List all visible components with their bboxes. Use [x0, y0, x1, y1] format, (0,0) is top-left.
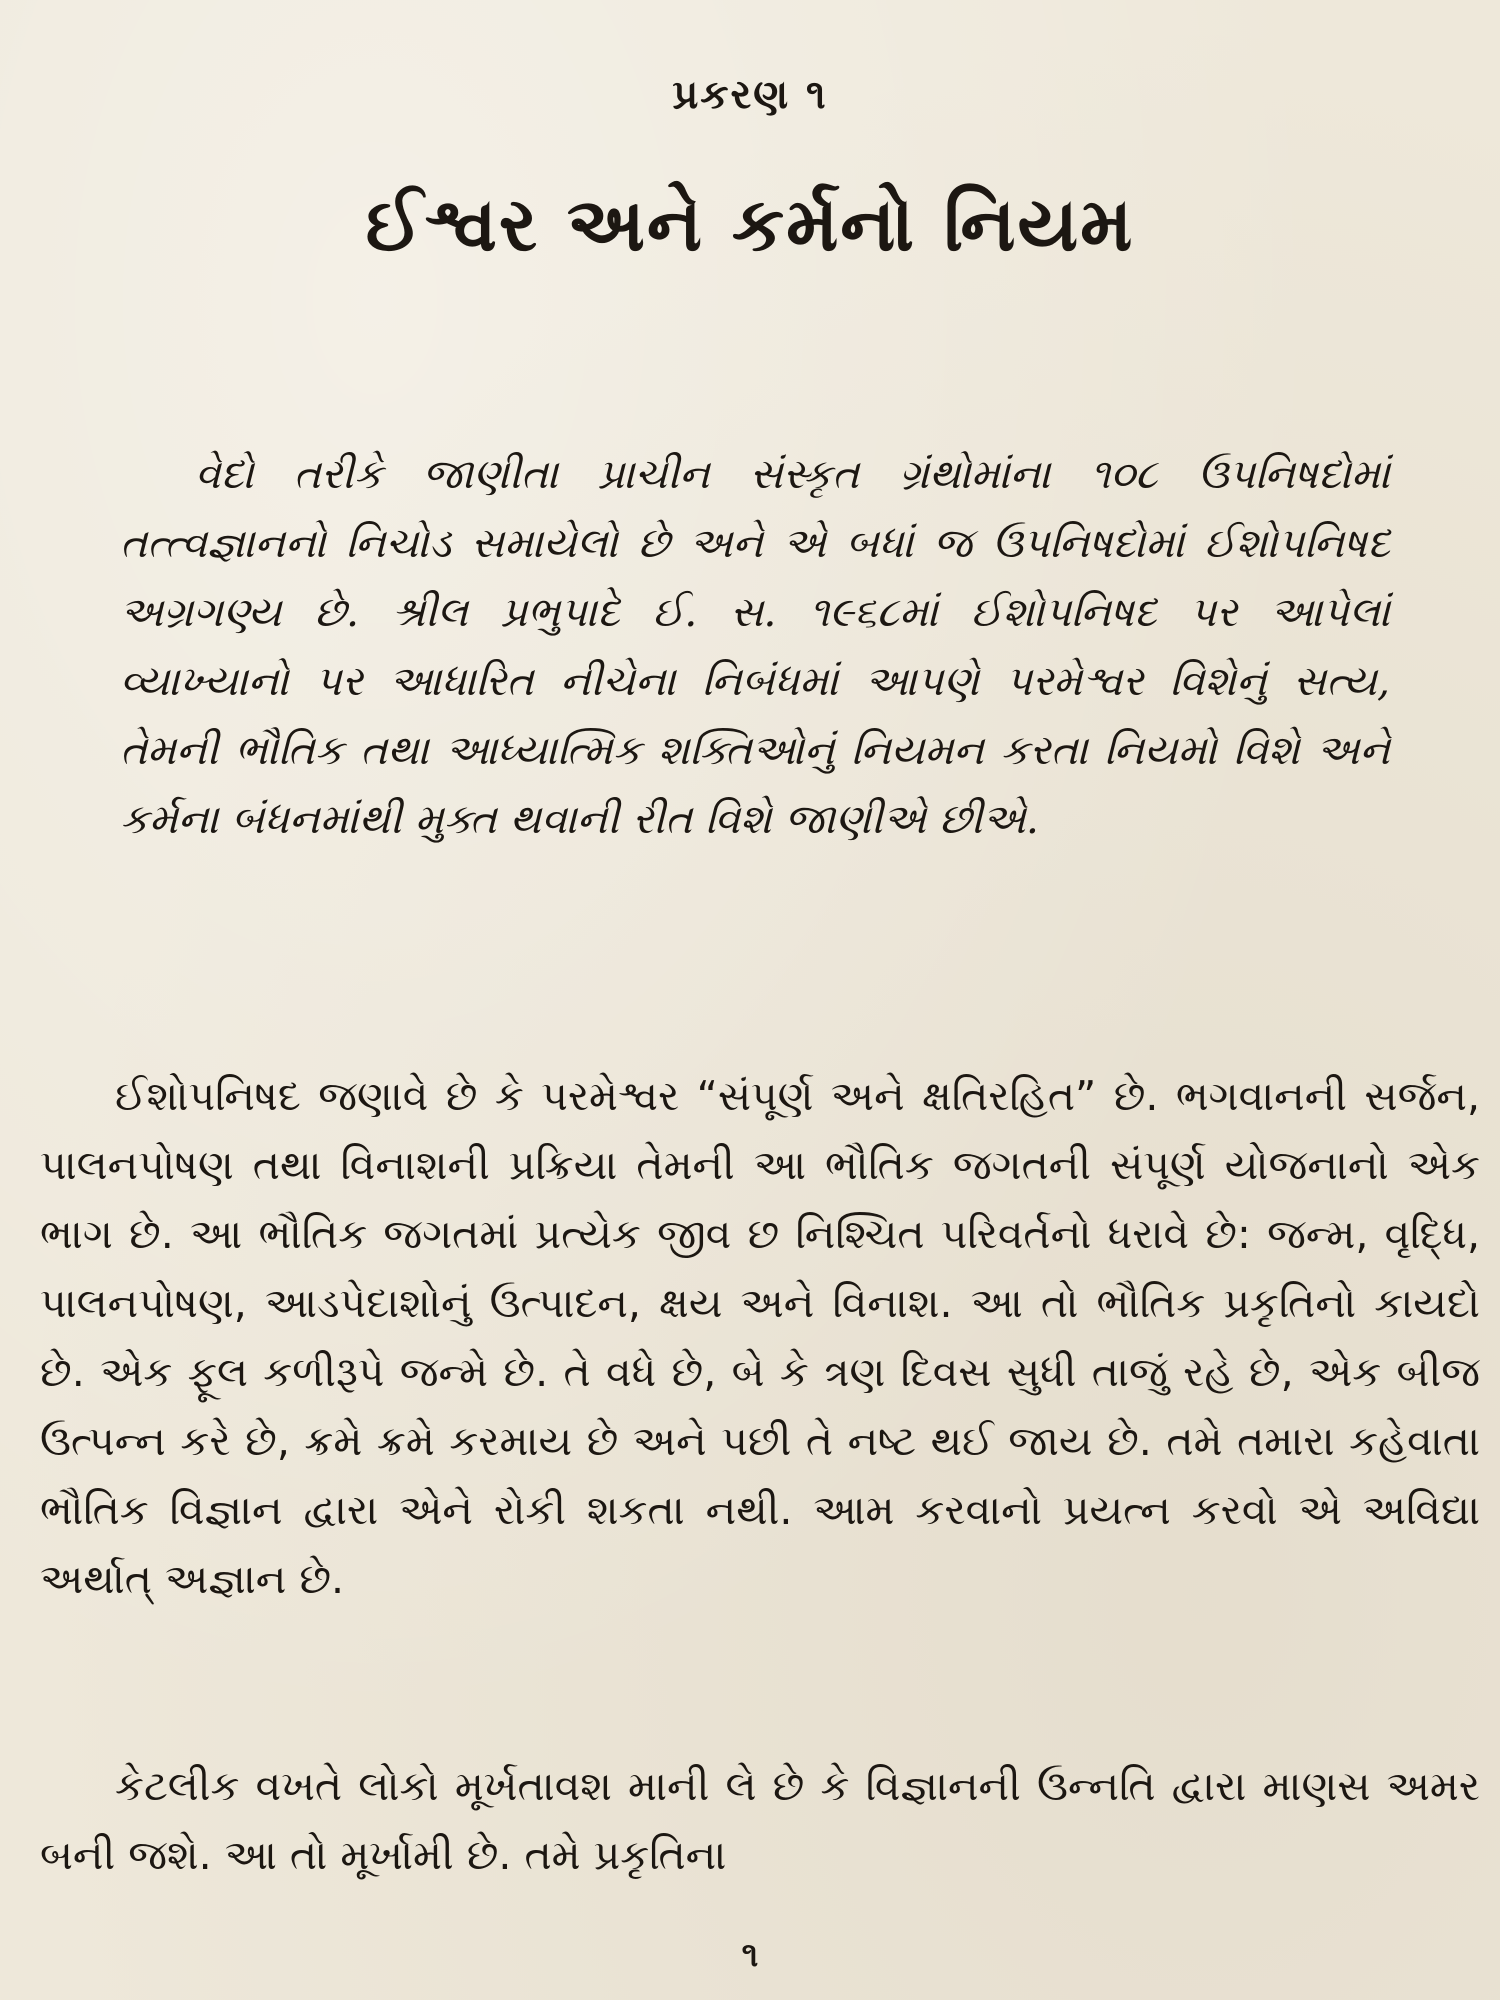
intro-paragraph: વેદો તરીકે જાણીતા પ્રાચીન સંસ્કૃત ગ્રંથોમાંના ૧૦૮ ઉપનિષદોમાં તત્ત્વજ્ઞાનનો નિચોડ સમાયેલો છે અને એ બધાં જ ઉપનિષદોમાં ઈશોપનિષદ અગ્રગણ્ય છે. શ્રીલ પ્રભુપાદે ઈ. સ. ૧૯૬૮માં ઈશોપનિષદ પર આપેલાં વ્યાખ્યાનો પર આધારિત નીચેના નિબંધમાં આપણે પરમેશ્વર વિશેનું સત્ય, તેમની ભૌતિક તથા આધ્યાત્મિક શક્તિઓનું નિયમન કરતા નિયમો વિશે અને કર્મના બંધનમાંથી મુક્ત થવાની રીત વિશે જાણીએ છીએ.: [120, 450, 1390, 843]
page-number: ૧: [741, 1935, 759, 1975]
body-paragraph: કેટલીક વખતે લોકો મૂર્ખતાવશ માની લે છે કે વિજ્ઞાનની ઉન્નતિ દ્વારા માણસ અમર બની જશે. આ તો મૂર્ખામી છે. તમે પ્રકૃતિના: [40, 1762, 1480, 1879]
body-paragraph: ઈશોપનિષદ જણાવે છે કે પરમેશ્વર “સંપૂર્ણ અને ક્ષતિરહિત” છે. ભગવાનની સર્જન, પાલનપોષણ તથા વિનાશની પ્રક્રિયા તેમની આ ભૌતિક જગતની સંપૂર્ણ યોજનાનો એક ભાગ છે. આ ભૌતિક જગતમાં પ્રત્યેક જીવ છ નિશ્ચિત પરિવર્તનો ધરાવે છે: જન્મ, વૃદ્ધિ, પાલનપોષણ, આડપેદાશોનું ઉત્પાદન, ક્ષય અને વિનાશ. આ તો ભૌતિક પ્રકૃતિનો કાયદો છે. એક ફૂલ કળીરૂપે જન્મે છે. તે વધે છે, બે કે ત્રણ દિવસ સુધી તાજું રહે છે, એક બીજ ઉત્પન્ન કરે છે, ક્રમે ક્રમે કરમાય છે અને પછી તે નષ્ટ થઈ જાય છે. તમે તમારા કહેવાતા ભૌતિક વિજ્ઞાન દ્વારા એને રોકી શકતા નથી. આમ કરવાનો પ્રયત્ન કરવો એ અવિદ્યા અર્થાત્ અજ્ઞાન છે.: [40, 1072, 1480, 1603]
chapter-label: પ્રકરણ ૧: [672, 72, 828, 118]
chapter-title: ઈશ્વર અને કર્મનો નિયમ: [365, 182, 1135, 268]
